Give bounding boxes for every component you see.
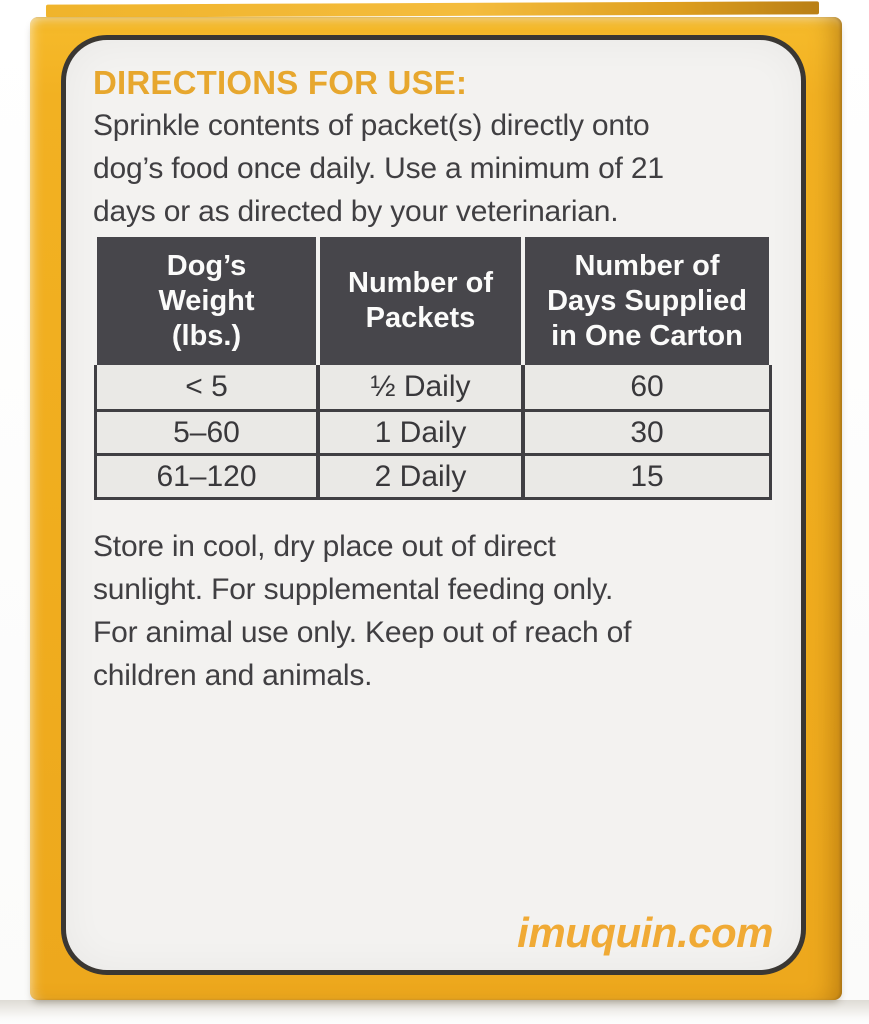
header-line: Days Supplied <box>547 284 747 317</box>
table-cell-packets: 1 Daily <box>316 409 521 453</box>
header-cell-days-supplied <box>521 237 769 365</box>
header-cell-dogs-weight <box>97 237 316 365</box>
storage-line: children and animals. <box>93 659 373 692</box>
storage-line: sunlight. For supplemental feeding only. <box>93 573 614 606</box>
table-cell-packets: 2 Daily <box>316 453 521 497</box>
header-line: Dog’s <box>166 249 247 282</box>
dosage-table-body <box>94 365 772 500</box>
header-line: (lbs.) <box>171 319 242 352</box>
header-line: Number of <box>348 267 493 299</box>
header-line: in One Carton <box>551 319 743 352</box>
header-line: Weight <box>158 284 255 317</box>
table-cell-weight: < 5 <box>97 365 316 409</box>
panel-content <box>66 40 801 970</box>
directions-line: dog’s food once daily. Use a minimum of 21 <box>93 152 664 185</box>
surface-shadow <box>0 1000 869 1024</box>
directions-panel <box>61 35 806 975</box>
directions-heading: DIRECTIONS FOR USE: <box>93 64 468 101</box>
carton-top-flap <box>46 1 819 17</box>
storage-text <box>93 525 773 697</box>
directions-text <box>93 104 773 233</box>
table-cell-weight: 61–120 <box>97 453 316 497</box>
table-cell-packets: ½ Daily <box>316 365 521 409</box>
storage-line: Store in cool, dry place out of direct <box>93 530 556 563</box>
product-carton-back <box>30 17 842 1000</box>
directions-line: Sprinkle contents of packet(s) directly onto <box>93 109 650 142</box>
storage-line: For animal use only. Keep out of reach of <box>93 616 632 649</box>
header-cell-number-of-packets <box>316 237 521 365</box>
header-line: Packets <box>365 302 476 334</box>
table-cell-weight: 5–60 <box>97 409 316 453</box>
table-cell-days: 30 <box>521 409 769 453</box>
directions-line: days or as directed by your veterinarian. <box>93 195 619 228</box>
header-line: Number of <box>574 249 720 282</box>
table-cell-days: 15 <box>521 453 769 497</box>
dosage-table <box>94 237 772 500</box>
website-url: imuquin.com <box>517 909 773 956</box>
dosage-table-header <box>94 237 772 365</box>
table-cell-days: 60 <box>521 365 769 409</box>
